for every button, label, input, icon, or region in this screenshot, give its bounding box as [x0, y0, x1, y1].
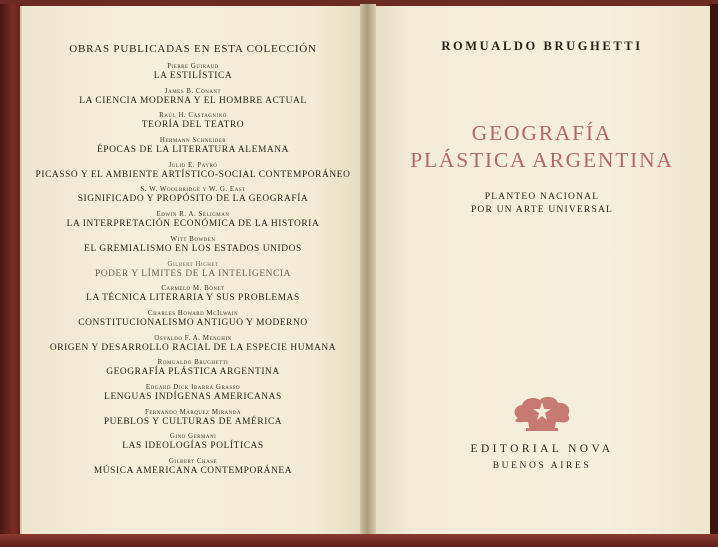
work-author: Julio E. Payró: [168, 160, 218, 169]
work-author: Gilbert Highet: [167, 259, 219, 268]
work-author: Gino Germani: [169, 432, 217, 441]
work-entry: [20, 235, 366, 260]
work-author: James B. Conant: [164, 86, 222, 95]
work-author: Edwin R. A. Seligman: [156, 210, 230, 219]
work-entry: [20, 383, 366, 408]
work-title: SIGNIFICADO Y PROPÓSITO DE LA GEOGRAFÍA: [77, 194, 309, 205]
book-title-line-1: GEOGRAFÍA: [471, 121, 613, 145]
work-title: LENGUAS INDÍGENAS AMERICANAS: [104, 391, 282, 402]
work-title: LAS IDEOLOGÍAS POLÍTICAS: [122, 441, 264, 452]
publisher-block: [372, 441, 712, 475]
work-title: MÚSICA AMERICANA CONTEMPORÁNEA: [93, 466, 293, 476]
collection-heading: OBRAS PUBLICADAS EN ESTA COLECCIÓN: [69, 43, 317, 55]
work-author: Gilbert Chase: [168, 457, 218, 465]
work-entry: [20, 309, 366, 334]
work-author: Hermann Schneider: [159, 136, 227, 145]
work-title: CONSTITUCIONALISMO ANTIGUO Y MODERNO: [78, 317, 308, 328]
work-entry: [20, 111, 366, 136]
work-title: PUEBLOS Y CULTURAS DE AMÉRICA: [103, 416, 283, 427]
subtitle-line-2: POR UN ARTE UNIVERSAL: [470, 205, 614, 215]
work-author: Witt Bowden: [170, 234, 216, 243]
work-title: ÉPOCAS DE LA LITERATURA ALEMANA: [96, 145, 290, 156]
work-entry: [20, 358, 366, 383]
work-author: Carmelo M. Bonet: [161, 284, 225, 293]
work-author: S. W. Woolbridge y W. G. East: [140, 185, 246, 194]
work-author: Charles Howard McIlwain: [147, 308, 239, 317]
work-title: LA INTERPRETACIÓN ECONÓMICA DE LA HISTORIA: [66, 219, 320, 230]
work-author: Romualdo Brughetti: [157, 358, 229, 367]
work-title: PICASSO Y EL AMBIENTE ARTÍSTICO-SOCIAL CONTEMPORÁNEO: [35, 169, 351, 180]
work-entry: [20, 136, 366, 161]
publisher-city: BUENOS AIRES: [492, 461, 592, 471]
work-title: EL GREMIALISMO EN LOS ESTADOS UNIDOS: [84, 243, 302, 254]
work-title: PODER Y LÍMITES DE LA INTELIGENCIA: [95, 268, 291, 279]
work-entry: [20, 62, 366, 87]
work-entry: [20, 260, 366, 285]
works-list: [20, 62, 366, 482]
work-author: Edgard Dick Ibarra Grasso: [145, 382, 241, 391]
work-title: LA CIENCIA MODERNA Y EL HOMBRE ACTUAL: [79, 95, 307, 106]
work-entry: [20, 161, 366, 186]
work-entry: [20, 87, 366, 112]
work-entry: [20, 210, 366, 235]
work-entry: [20, 408, 366, 433]
cover-edge-bottom: [0, 534, 718, 547]
cover-edge-left: [0, 4, 22, 540]
work-author: Raúl H. Castagnino: [159, 111, 227, 120]
work-entry: [20, 457, 366, 482]
work-entry: [20, 432, 366, 457]
book-title: [372, 120, 712, 174]
work-entry: [20, 185, 366, 210]
book-title-line-2: PLÁSTICA ARGENTINA: [410, 148, 674, 172]
publisher-emblem-icon: [510, 392, 574, 434]
work-entry: [20, 284, 366, 309]
work-author: Pierre Guiraud: [167, 62, 219, 70]
work-title: LA ESTILÍSTICA: [153, 71, 233, 81]
work-title: GEOGRAFÍA PLÁSTICA ARGENTINA: [106, 367, 280, 378]
work-title: ORIGEN Y DESARROLLO RACIAL DE LA ESPECIE HUMANA: [49, 342, 337, 353]
book-author: ROMUALDO BRUGHETTI: [441, 39, 643, 53]
subtitle-line-1: PLANTEO NACIONAL: [484, 192, 600, 202]
work-author: Fernando Márquez Miranda: [144, 407, 241, 416]
book-subtitle: [372, 191, 712, 217]
work-entry: [20, 334, 366, 359]
publisher-name: EDITORIAL NOVA: [470, 443, 614, 455]
work-title: LA TÉCNICA LITERARIA Y SUS PROBLEMAS: [86, 293, 300, 304]
work-title: TEORÍA DEL TEATRO: [141, 120, 245, 131]
work-author: Osvaldo F. A. Menghin: [154, 333, 232, 342]
